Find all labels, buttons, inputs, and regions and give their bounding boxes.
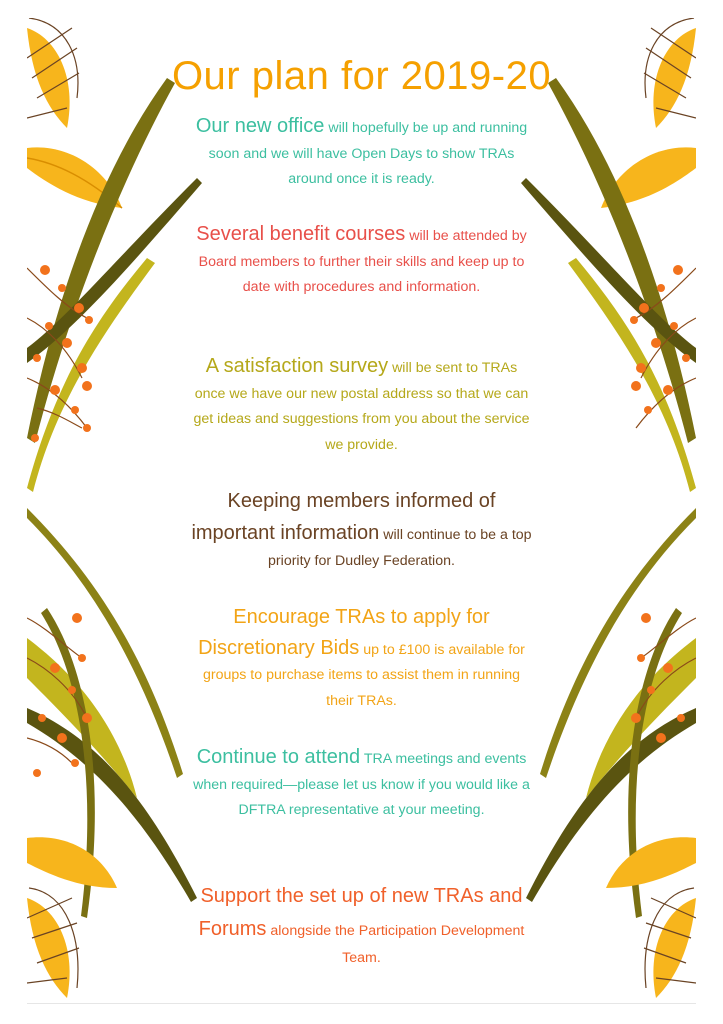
section-lead: Encourage TRAs to apply for Discretionary Bids — [198, 606, 490, 659]
section-body: TRA meetings and events when required—please let us know if you would like a DFTRA representative at your meeting. — [193, 751, 530, 818]
section-discretionary-bids — [190, 602, 533, 714]
section-body: up to £100 is available for groups to purchase items to assist them in running their TRAs. — [202, 641, 525, 709]
section-body: alongside the Participation Development Team. — [270, 923, 525, 966]
section-lead: Support the set up of new TRAs and Forums — [198, 885, 523, 940]
section-satisfaction-survey — [190, 354, 533, 458]
section-body: will continue to be a top priority for Dudley Federation. — [268, 527, 532, 569]
section-body: will be attended by Board members to further their skills and keep up to date with procedures and information. — [198, 228, 527, 295]
section-body: will hopefully be up and running soon and we will have Open Days to show TRAs around once it is ready. — [208, 120, 528, 187]
section-lead: Continue to attend — [196, 746, 361, 768]
right-leaf-decoration — [516, 18, 696, 1003]
section-new-tras-forums — [190, 880, 533, 972]
page-title: Our plan for 2019-20 — [171, 53, 552, 98]
left-leaf-decoration — [27, 18, 207, 1003]
section-benefit-courses — [190, 222, 533, 301]
section-body: will be sent to TRAs once we have our new postal address so that we can get ideas and suggestions from you about the service we provide. — [193, 360, 530, 453]
section-lead: Several benefit courses — [196, 223, 406, 245]
page-bottom-edge — [27, 1003, 696, 1004]
section-lead: Keeping members informed of important information — [191, 490, 496, 544]
section-lead: Our new office — [195, 115, 325, 137]
section-lead: A satisfaction survey — [205, 355, 389, 377]
section-keeping-informed — [190, 485, 533, 575]
section-attend-meetings — [190, 745, 533, 824]
section-new-office — [190, 114, 533, 193]
